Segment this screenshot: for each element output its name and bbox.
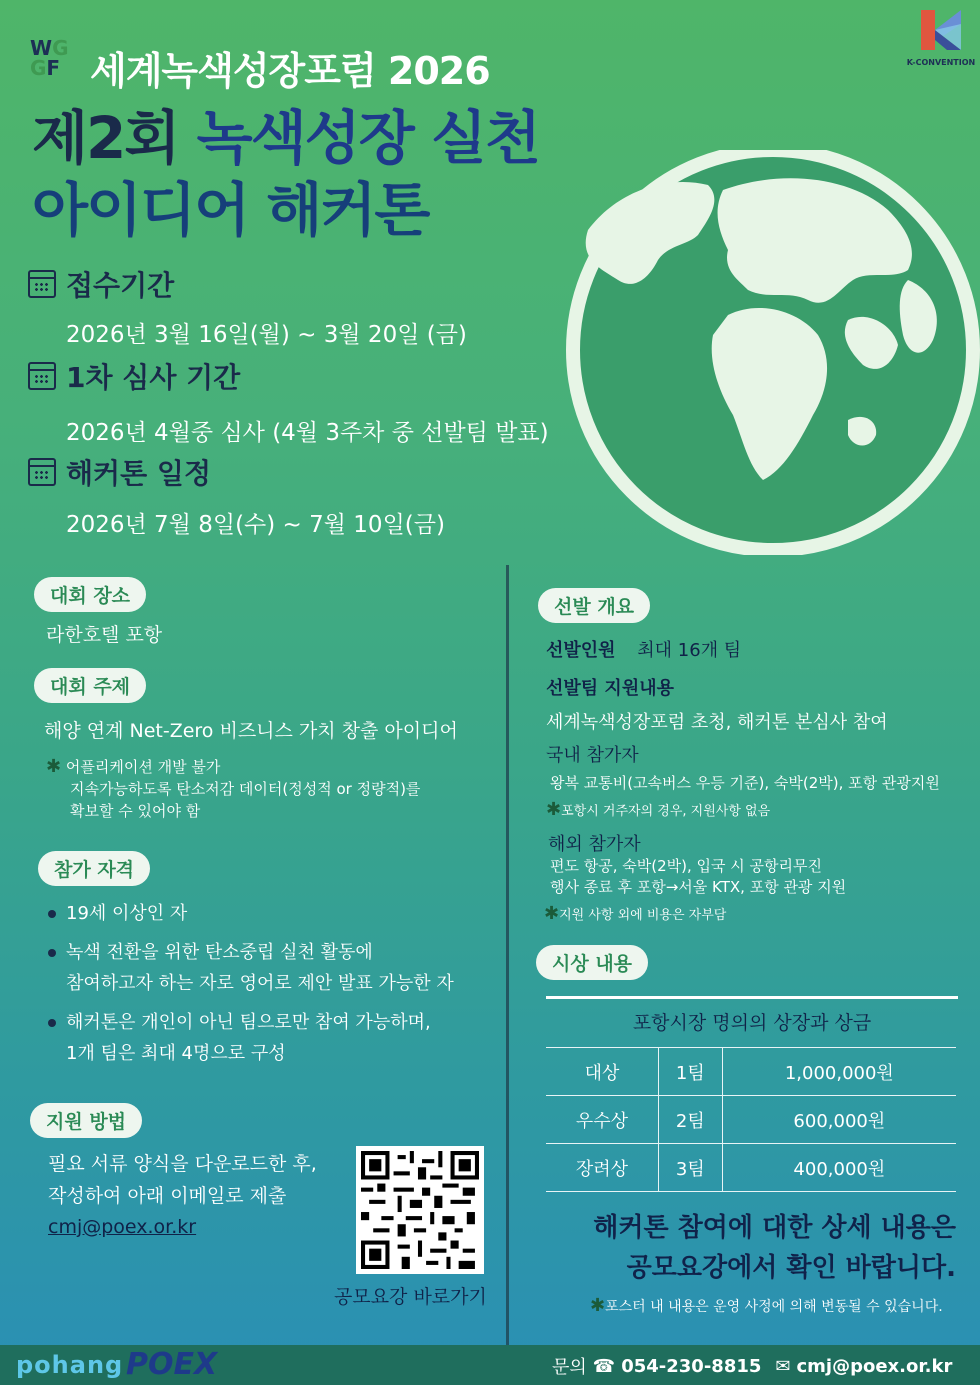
asterisk-icon: ✱: [546, 799, 562, 820]
phone-icon: ☎: [592, 1355, 616, 1377]
table-row: 대상 1팀 1,000,000원: [546, 1048, 956, 1096]
theme-notes: [46, 756, 420, 822]
list-item: 해커톤은 개인이 아닌 팀으로만 참여 가능하며, 1개 팀은 최대 4명으로 구성: [48, 1007, 488, 1069]
domestic-label: 국내 참가자: [546, 745, 639, 766]
theme-label: 대회 주제: [34, 668, 146, 703]
international-label: 해외 참가자: [548, 834, 641, 855]
theme-note: 어플리케이션 개발 불가: [65, 758, 221, 776]
theme-value: 해양 연계 Net-Zero 비즈니스 가치 창출 아이디어: [44, 720, 458, 742]
international-note: ✱지원 사항 외에 비용은 자부담: [544, 903, 727, 924]
asterisk-icon: ✱: [590, 1295, 606, 1316]
wggf-logo-text: WG GF: [30, 36, 69, 80]
apply-email-link[interactable]: cmj@poex.or.kr: [48, 1216, 197, 1238]
apply-label: 지원 방법: [30, 1103, 142, 1138]
schedule-value: 2026년 4월중 심사 (4월 3주차 중 선발팀 발표): [66, 420, 549, 446]
schedule-value: 2026년 3월 16일(월) ~ 3월 20일 (금): [66, 322, 467, 348]
k-convention-label: K-CONVENTION: [906, 58, 976, 67]
table-row: 장려상 3팀 400,000원: [546, 1144, 956, 1192]
schedule-heading: 1차 심사 기간: [66, 361, 241, 394]
mail-icon: ✉: [775, 1355, 791, 1377]
footer: [0, 1345, 980, 1385]
title-line2: 아이디어 해커톤: [32, 176, 429, 244]
eligibility-label: 참가 자격: [38, 851, 150, 886]
pohang-logo: pohang: [16, 1351, 124, 1379]
calendar-icon: [28, 362, 56, 390]
qr-code-icon[interactable]: [356, 1146, 484, 1274]
eligibility-list: [48, 898, 488, 1069]
venue-value: 라한호텔 포항: [46, 624, 163, 646]
k-convention-mark-icon: [921, 10, 961, 50]
asterisk-icon: ✱: [544, 903, 560, 924]
wggf-logo: [30, 38, 82, 84]
cta-text: 해커톤 참여에 대한 상세 내용은 공모요강에서 확인 바랍니다.: [593, 1213, 956, 1283]
table-row: 우수상 2팀 600,000원: [546, 1096, 956, 1144]
selection-label: 선발 개요: [538, 588, 650, 623]
theme-note: 확보할 수 있어야 함: [70, 802, 201, 820]
column-divider: [506, 565, 509, 1345]
theme-note: 지속가능하도록 탄소저감 데이터(정성적 or 정량적)를: [70, 780, 421, 798]
calendar-icon: [28, 458, 56, 486]
asterisk-icon: ✱: [46, 756, 62, 777]
award-rows: [546, 1047, 956, 1192]
schedule-value: 2026년 7월 8일(수) ~ 7월 10일(금): [66, 512, 445, 538]
schedule-heading: 접수기간: [66, 269, 175, 302]
apply-instructions: 필요 서류 양식을 다운로드한 후, 작성하여 아래 이메일로 제출: [48, 1153, 317, 1207]
poex-logo: POEX: [126, 1347, 218, 1382]
schedule-item-screening: [28, 356, 549, 447]
forum-title: 세계녹색성장포럼 2026: [90, 49, 490, 93]
globe-illustration: [548, 150, 980, 555]
title-edition: 제2회: [32, 104, 197, 172]
calendar-icon: [28, 270, 56, 298]
award-title: 포항시장 명의의 상장과 상금: [632, 1012, 872, 1034]
contact-phone[interactable]: 054-230-8815: [621, 1355, 762, 1377]
selection-count: 선발인원 최대 16개 팀: [546, 640, 742, 661]
contact-label: 문의: [552, 1357, 587, 1378]
main-title: [32, 102, 539, 246]
international-value: 편도 항공, 숙박(2박), 입국 시 공항리무진 행사 종료 후 포항→서울 KTX, 포항 관광 지원: [550, 857, 847, 896]
venue-label: 대회 장소: [34, 577, 146, 612]
domestic-note: ✱포항시 거주자의 경우, 지원사항 없음: [546, 799, 771, 820]
domestic-value: 왕복 교통비(고속버스 우등 기준), 숙박(2박), 포항 관광지원: [550, 774, 940, 792]
award-label: 시상 내용: [536, 945, 648, 980]
contact-email[interactable]: cmj@poex.or.kr: [796, 1355, 953, 1377]
schedule-heading: 해커톤 일정: [66, 457, 211, 490]
qr-caption: 공모요강 바로가기: [334, 1286, 487, 1308]
support-value: 세계녹색성장포럼 초청, 해커톤 본심사 참여: [546, 712, 888, 733]
list-item: 19세 이상인 자: [48, 898, 488, 929]
contact-info: [552, 1353, 952, 1379]
title-highlight: 녹색성장 실천: [196, 104, 539, 172]
disclaimer: ✱포스터 내 내용은 운영 사정에 의해 변동될 수 있습니다.: [590, 1295, 943, 1316]
list-item: 녹색 전환을 위한 탄소중립 실천 활동에 참여하고자 하는 자로 영어로 제안 발표 가능한 자: [48, 937, 488, 999]
schedule-item-application: [28, 264, 467, 349]
schedule-item-hackathon: [28, 452, 445, 539]
k-convention-logo: [906, 10, 976, 67]
award-table: [546, 996, 958, 1192]
support-label: 선발팀 지원내용: [546, 678, 674, 699]
